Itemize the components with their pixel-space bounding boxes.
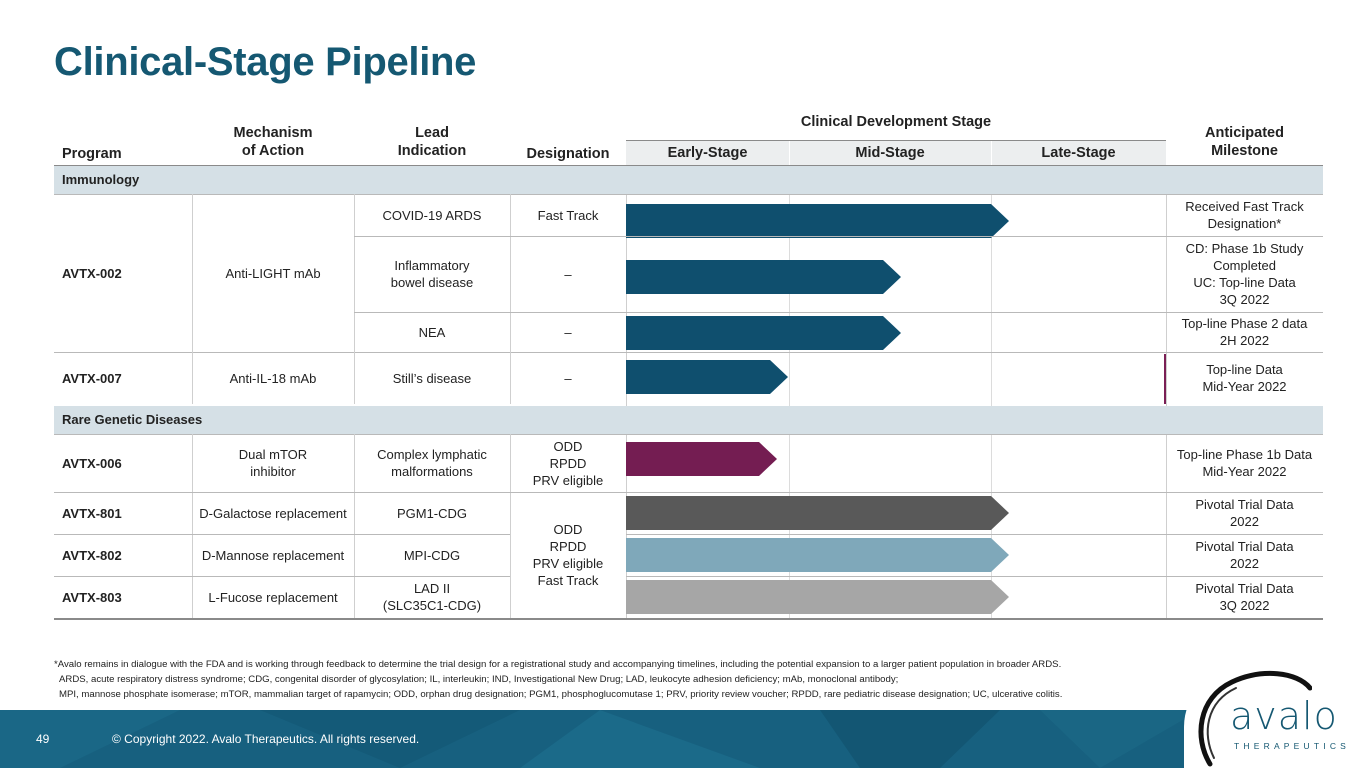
section-immunology: Immunology xyxy=(54,166,1323,194)
logo-tagline: THERAPEUTICS xyxy=(1234,741,1351,751)
milestone-covid-ards: Received Fast Track Designation* xyxy=(1185,199,1304,231)
page-number: 49 xyxy=(36,732,50,746)
milestone-avtx-006: Top-line Phase 1b Data Mid-Year 2022 xyxy=(1176,447,1313,479)
footer-band xyxy=(0,710,1365,768)
progress-bar-avtx-801 xyxy=(626,496,1009,530)
milestone-avtx-007: Top-line Data Mid-Year 2022 xyxy=(1202,362,1287,394)
stage-early: Early-Stage xyxy=(667,145,748,161)
footnotes xyxy=(54,657,1314,702)
header-milestone: Anticipated Milestone xyxy=(1205,125,1284,159)
progress-bar-avtx-006 xyxy=(626,442,777,476)
milestone-avtx-803: Pivotal Trial Data 3Q 2022 xyxy=(1195,581,1294,613)
program-avtx-002: AVTX-002 xyxy=(62,265,122,281)
copyright: © Copyright 2022. Avalo Therapeutics. All rights reserved. xyxy=(112,732,420,746)
indication-avtx-803: LAD II (SLC35C1-CDG) xyxy=(382,581,482,613)
indication-avtx-801: PGM1-CDG xyxy=(396,505,468,521)
header-mechanism: Mechanism of Action xyxy=(233,125,313,159)
logo-wordmark: avalo xyxy=(1230,694,1338,738)
designation-nea: – xyxy=(564,324,572,340)
program-avtx-801: AVTX-801 xyxy=(62,505,122,521)
designation-avtx-007: – xyxy=(564,370,572,386)
progress-bar-ibd xyxy=(626,260,901,294)
indication-avtx-802: MPI-CDG xyxy=(403,547,461,563)
milestone-avtx-801: Pivotal Trial Data 2022 xyxy=(1195,497,1294,529)
progress-bar-covid-ards xyxy=(626,204,1009,238)
mechanism-avtx-801: D-Galactose replacement xyxy=(199,505,347,521)
pipeline-table xyxy=(54,110,1323,622)
indication-nea: NEA xyxy=(418,324,446,340)
milestone-nea: Top-line Phase 2 data 2H 2022 xyxy=(1181,316,1308,348)
designation-ibd: – xyxy=(564,266,572,282)
header-program: Program xyxy=(62,146,122,162)
indication-avtx-007: Still’s disease xyxy=(392,370,472,386)
footnote-abbreviations-1: ARDS, acute respiratory distress syndrome; CDG, congenital disorder of glycosylation; IL, interleukin; IND, Investigational New Drug; LAD, leukocyte adhesion deficiency; mAb, monoclonal antibody; xyxy=(59,674,899,685)
mechanism-avtx-802: D-Mannose replacement xyxy=(201,547,345,563)
program-avtx-007: AVTX-007 xyxy=(62,370,122,386)
header-lead-indication: Lead Indication xyxy=(397,125,467,159)
indication-avtx-006: Complex lymphatic malformations xyxy=(377,447,487,479)
progress-bar-avtx-803 xyxy=(626,580,1009,614)
program-avtx-802: AVTX-802 xyxy=(62,547,122,563)
program-avtx-803: AVTX-803 xyxy=(62,589,122,605)
mechanism-avtx-803: L-Fucose replacement xyxy=(208,589,338,605)
mechanism-avtx-002: Anti-LIGHT mAb xyxy=(225,265,321,281)
milestone-avtx-802: Pivotal Trial Data 2022 xyxy=(1195,539,1294,571)
footnote-abbreviations-2: MPI, mannose phosphate isomerase; mTOR, mammalian target of rapamycin; ODD, orphan drug designation; PGM1, phosphoglucomutase 1; PRV, priority review voucher; RPDD, rare pediatric disease designation; UC, ulcerative colitis. xyxy=(59,689,1063,700)
progress-bar-avtx-802 xyxy=(626,538,1009,572)
designation-avtx-006: ODD RPDD PRV eligible xyxy=(532,438,604,488)
stage-mid: Mid-Stage xyxy=(855,145,925,161)
page-title: Clinical-Stage Pipeline xyxy=(54,40,477,84)
mechanism-avtx-006: Dual mTOR inhibitor xyxy=(238,447,308,479)
stage-late: Late-Stage xyxy=(1041,145,1116,161)
progress-bar-avtx-007 xyxy=(626,360,788,394)
indication-covid-ards: COVID-19 ARDS xyxy=(382,207,482,223)
designation-covid-ards: Fast Track xyxy=(537,207,599,223)
section-rare-genetic-diseases: Rare Genetic Diseases xyxy=(54,406,1323,434)
table-bottom-rule xyxy=(54,618,1323,620)
mechanism-avtx-007: Anti-IL-18 mAb xyxy=(229,370,317,386)
indication-ibd: Inflammatory bowel disease xyxy=(390,258,474,290)
stage-header-bar xyxy=(626,140,1166,165)
header-clinical-development-stage: Clinical Development Stage xyxy=(800,114,992,130)
footnote-asterisk: *Avalo remains in dialogue with the FDA and is working through feedback to determine the trial design for a registrational study and accompanying timelines, including the potential expansion to a larger patient population in broader ARDS. xyxy=(54,659,1062,670)
program-avtx-006: AVTX-006 xyxy=(62,455,122,471)
designation-cdg-programs: ODD RPDD PRV eligible Fast Track xyxy=(532,522,604,588)
milestone-ibd: CD: Phase 1b Study Completed UC: Top-line Data 3Q 2022 xyxy=(1185,241,1304,307)
progress-bar-nea xyxy=(626,316,901,350)
header-designation: Designation xyxy=(526,146,610,162)
